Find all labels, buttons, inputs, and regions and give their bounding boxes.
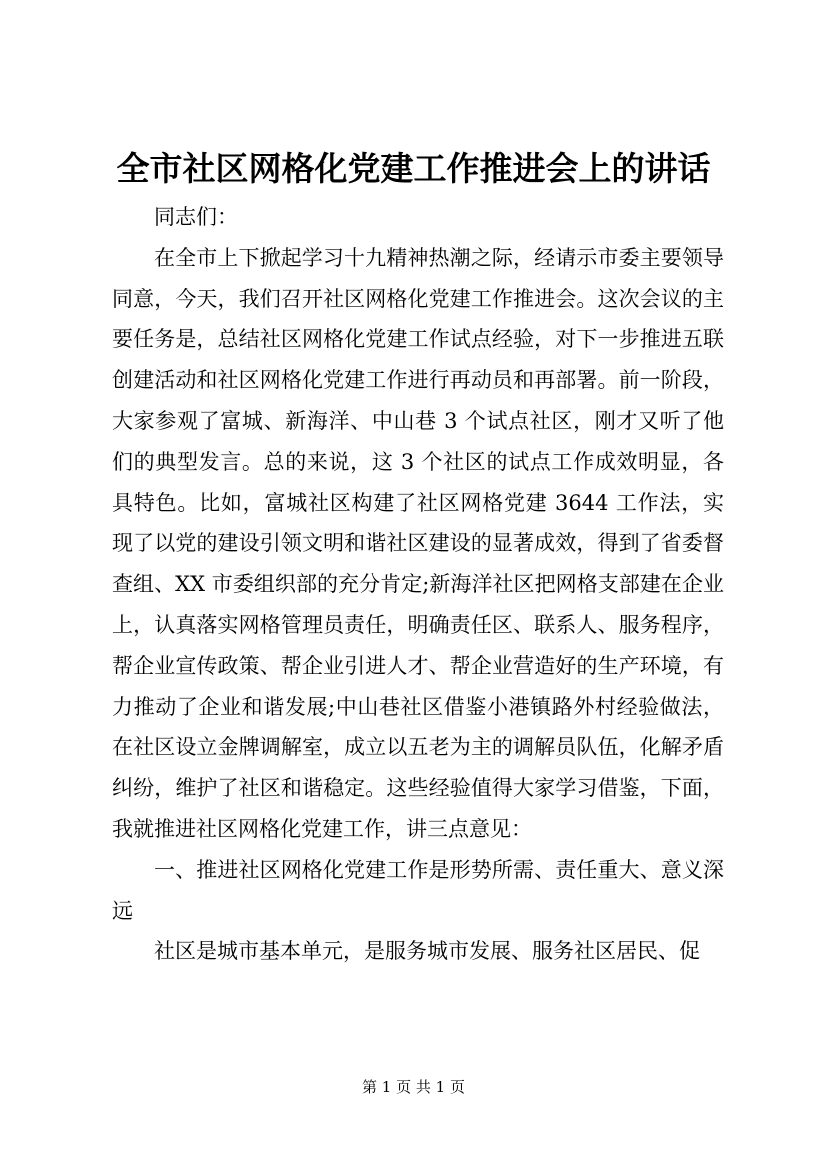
- section-heading-1: 一、推进社区网格化党建工作是形势所需、责任重大、意义深远: [112, 857, 724, 923]
- salutation: 同志们：: [154, 205, 238, 229]
- page-footer: 第 1 页 共 1 页: [362, 1078, 465, 1096]
- document-title: 全市社区网格化党建工作推进会上的讲话: [116, 149, 711, 188]
- document-body: [112, 197, 724, 972]
- paragraph-section-1: 社区是城市基本单元，是服务城市发展、服务社区居民、促: [154, 939, 700, 964]
- paragraph-intro: 在全市上下掀起学习十九精神热潮之际，经请示市委主要领导同意，今天，我们召开社区网格化党建工作推进会。这次会议的主要任务是，总结社区网格化党建工作试点经验，对下一步推进五联创建活动和社区网格化党建工作进行再动员和再部署。前一阶段，大家参观了富城、新海洋、中山巷 3 个试点社区，刚才又听了他们的典型发言。总的来说，这 3 个社区的试点工作成效明显，各具特色。比如，富城社区构建了社区网格党建 3644 工作法，实现了以党的建设引领文明和谐社区建设的显著成效，得到了省委督查组、XX 市委组织部的充分肯定;新海洋社区把网格支部建在企业上，认真落实网格管理员责任，明确责任区、联系人、服务程序，帮企业宣传政策、帮企业引进人才、帮企业营造好的生产环境，有力推动了企业和谐发展;中山巷社区借鉴小港镇路外村经验做法，在社区设立金牌调解室，成立以五老为主的调解员队伍，化解矛盾纠纷，维护了社区和谐稳定。这些经验值得大家学习借鉴，下面，我就推进社区网格化党建工作，讲三点意见：: [112, 245, 724, 841]
